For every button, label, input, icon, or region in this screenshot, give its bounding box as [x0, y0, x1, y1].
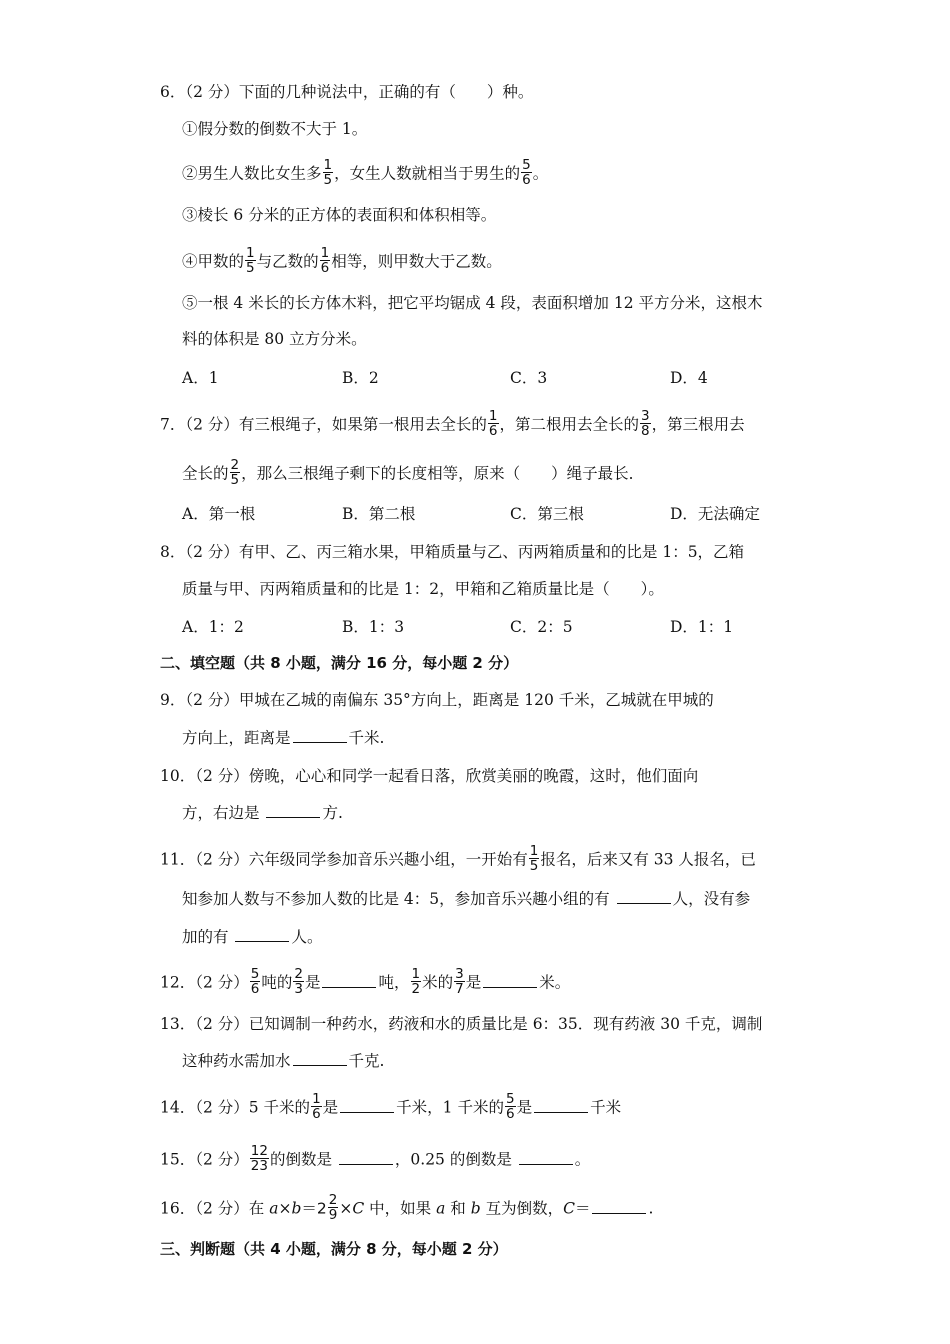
text: 中，如果: [364, 1199, 437, 1218]
variable-c: C: [352, 1199, 365, 1218]
variable-a: a: [436, 1199, 446, 1218]
numerator: 1: [246, 245, 255, 261]
denominator: 6: [250, 981, 260, 997]
text: 7．（2 分）有三根绳子，如果第一根用去全长的: [160, 415, 487, 434]
numerator: 3: [641, 408, 650, 424]
text: 千米.: [348, 729, 385, 747]
text: 的倒数是: [269, 1150, 332, 1169]
q8-option-b[interactable]: B．1：3: [342, 618, 405, 636]
fraction: [529, 844, 540, 873]
fraction: [320, 246, 331, 275]
text: ②男生人数比女生多: [182, 164, 322, 183]
fraction: [454, 967, 465, 996]
fraction: [250, 1144, 269, 1173]
answer-blank[interactable]: [483, 971, 537, 988]
q8-option-d[interactable]: D．1：1: [670, 618, 734, 636]
text: 吨，: [378, 973, 410, 992]
fraction: [521, 158, 532, 187]
text: 12．（2 分）: [160, 973, 249, 992]
text: ，第三根用去: [651, 415, 745, 434]
text: 是: [322, 1098, 339, 1117]
times-sign: ×: [278, 1199, 292, 1218]
answer-blank[interactable]: [519, 1148, 573, 1165]
text: 吨的: [261, 973, 293, 992]
numerator: 1: [323, 157, 333, 173]
denominator: 5: [323, 172, 333, 188]
text: 千米，1 千米的: [396, 1098, 504, 1117]
q6-statement-2: [182, 157, 549, 189]
text: 14．（2 分）5 千米的: [160, 1098, 311, 1117]
q8-stem-line2: 质量与甲、丙两箱质量和的比是 1：2，甲箱和乙箱质量比是（ ）。: [182, 580, 664, 598]
text: 。: [574, 1150, 591, 1169]
variable-a: a: [269, 1199, 279, 1218]
text: 方向上，距离是: [182, 729, 291, 747]
q11-stem-line1: [160, 843, 756, 875]
text: 是: [516, 1098, 533, 1117]
q7-option-c[interactable]: C．第三根: [510, 505, 584, 523]
text: 是: [465, 973, 482, 992]
q7-option-d[interactable]: D．无法确定: [670, 505, 760, 523]
text: 米的: [422, 973, 454, 992]
denominator: 3: [294, 981, 303, 997]
numerator: 12: [250, 1143, 268, 1159]
denominator: 5: [246, 260, 255, 276]
answer-blank[interactable]: [322, 971, 376, 988]
fraction: [250, 967, 261, 996]
denominator: 7: [455, 981, 464, 997]
equals-whole: ＝2: [301, 1199, 327, 1218]
text: 千克.: [348, 1052, 385, 1070]
denominator: 6: [488, 423, 498, 439]
denominator: 2: [411, 981, 421, 997]
fraction: [293, 967, 304, 996]
q11-stem-line2: [182, 887, 750, 911]
text: ，第二根用去全长的: [499, 415, 640, 434]
q11-stem-line3: [182, 925, 322, 949]
numerator: 1: [411, 966, 421, 982]
numerator: 2: [230, 457, 240, 473]
numerator: 5: [250, 966, 260, 982]
q6-statement-4: [182, 245, 502, 277]
q6-option-b[interactable]: B．2: [342, 369, 379, 387]
q7-option-a[interactable]: A．第一根: [182, 505, 256, 523]
text: 米。: [539, 973, 571, 992]
text: 这种药水需加水: [182, 1052, 291, 1070]
q12-stem: [160, 966, 571, 998]
numerator: 1: [488, 408, 498, 424]
denominator: 6: [312, 1106, 321, 1122]
answer-blank[interactable]: [235, 925, 289, 942]
answer-blank[interactable]: [617, 887, 671, 904]
numerator: 3: [455, 966, 464, 982]
denominator: 9: [328, 1207, 338, 1223]
text: 方，右边是: [182, 804, 260, 822]
text: ④甲数的: [182, 252, 245, 271]
text: 是: [304, 973, 321, 992]
denominator: 23: [250, 1158, 268, 1174]
q6-option-c[interactable]: C．3: [510, 369, 548, 387]
answer-blank[interactable]: [293, 1049, 347, 1066]
section-3-heading: 三、判断题（共 4 小题，满分 8 分，每小题 2 分）: [160, 1240, 508, 1258]
numerator: 5: [522, 157, 531, 173]
q13-stem-line1: 13．（2 分）已知调制一种药水，药液和水的质量比是 6：35．现有药液 30 千克，调制: [160, 1015, 763, 1033]
denominator: 6: [522, 172, 531, 188]
q7-stem-line1: [160, 408, 745, 440]
text: 。: [532, 164, 549, 183]
text: 人，没有参: [672, 890, 751, 908]
denominator: 8: [641, 423, 650, 439]
answer-blank[interactable]: [592, 1197, 646, 1214]
q9-stem-line1: 9．（2 分）甲城在乙城的南偏东 35°方向上，距离是 120 千米，乙城就在甲城的: [160, 691, 714, 709]
numerator: 1: [320, 245, 330, 261]
text: 人。: [291, 928, 323, 946]
text: 加的有: [182, 928, 229, 946]
q13-stem-line2: [182, 1049, 384, 1073]
q7-option-b[interactable]: B．第二根: [342, 505, 416, 523]
fraction: [640, 409, 651, 438]
q6-statement-3: ③棱长 6 分米的正方体的表面积和体积相等。: [182, 206, 497, 224]
q6-statement-5-line1: ⑤一根 4 米长的长方体木料，把它平均锯成 4 段，表面积增加 12 平方分米，这根木: [182, 294, 763, 312]
numerator: 2: [294, 966, 303, 982]
q16-stem: [160, 1192, 654, 1224]
text: 全长的: [182, 464, 229, 483]
denominator: 5: [230, 472, 240, 488]
text: ，女生人数就相当于男生的: [334, 164, 521, 183]
q8-option-c[interactable]: C．2：5: [510, 618, 573, 636]
fraction: [245, 246, 256, 275]
variable-b: b: [291, 1199, 302, 1218]
variable-b: b: [470, 1199, 481, 1218]
text: 相等，则甲数大于乙数。: [331, 252, 502, 271]
variable-c: C: [563, 1199, 575, 1218]
q6-statement-5-line2: 料的体积是 80 立方分米。: [182, 330, 367, 348]
text: 互为倒数，: [480, 1199, 564, 1218]
fraction: [505, 1092, 516, 1121]
text: .: [648, 1199, 654, 1218]
text: 和: [445, 1199, 471, 1218]
q6-option-d[interactable]: D．4: [670, 369, 708, 387]
q8-stem-line1: 8．（2 分）有甲、乙、丙三箱水果，甲箱质量与乙、丙两箱质量和的比是 1：5，乙箱: [160, 543, 745, 561]
text: 16．（2 分）在: [160, 1199, 270, 1218]
numerator: 1: [529, 843, 539, 859]
section-2-heading: 二、填空题（共 8 小题，满分 16 分，每小题 2 分）: [160, 654, 519, 672]
fraction: [411, 967, 422, 996]
denominator: 6: [505, 1106, 515, 1122]
fraction: [230, 458, 241, 487]
text: ，那么三根绳子剩下的长度相等，原来（ ）绳子最长．: [241, 464, 645, 483]
denominator: 5: [529, 858, 539, 874]
text: 千米: [590, 1098, 622, 1117]
numerator: 2: [328, 1192, 338, 1208]
q9-stem-line2: [182, 726, 384, 750]
text: 报名，后来又有 33 人报名，已: [540, 850, 756, 869]
text: ，0.25 的倒数是: [394, 1150, 512, 1169]
fraction: [311, 1092, 322, 1121]
q15-stem: [160, 1143, 591, 1175]
fraction: [328, 1193, 339, 1222]
q10-stem-line2: [182, 801, 343, 825]
numerator: 5: [505, 1091, 515, 1107]
answer-blank[interactable]: [266, 801, 320, 818]
text: 与乙数的: [256, 252, 319, 271]
q6-stem: 6．（2 分）下面的几种说法中，正确的有（ ）种。: [160, 83, 534, 101]
text: 15．（2 分）: [160, 1150, 249, 1169]
fraction: [488, 409, 499, 438]
denominator: 6: [320, 260, 330, 276]
text: 知参加人数与不参加人数的比是 4：5，参加音乐兴趣小组的有: [182, 890, 610, 908]
q10-stem-line1: 10．（2 分）傍晚，心心和同学一起看日落，欣赏美丽的晚霞，这时，他们面向: [160, 767, 699, 785]
text: 11．（2 分）六年级同学参加音乐兴趣小组，一开始有: [160, 850, 528, 869]
fraction: [323, 158, 334, 187]
q7-stem-line2: [182, 457, 645, 489]
answer-blank[interactable]: [339, 1148, 393, 1165]
q6-option-a[interactable]: A．1: [182, 369, 219, 387]
q8-option-a[interactable]: A．1：2: [182, 618, 244, 636]
numerator: 1: [312, 1091, 321, 1107]
text: ＝: [574, 1199, 591, 1218]
answer-blank[interactable]: [340, 1096, 394, 1113]
times-sign: ×: [339, 1199, 353, 1218]
q6-statement-1: ①假分数的倒数不大于 1。: [182, 120, 368, 138]
answer-blank[interactable]: [293, 726, 347, 743]
answer-blank[interactable]: [534, 1096, 588, 1113]
q14-stem: [160, 1091, 622, 1123]
text: 方.: [322, 804, 343, 822]
